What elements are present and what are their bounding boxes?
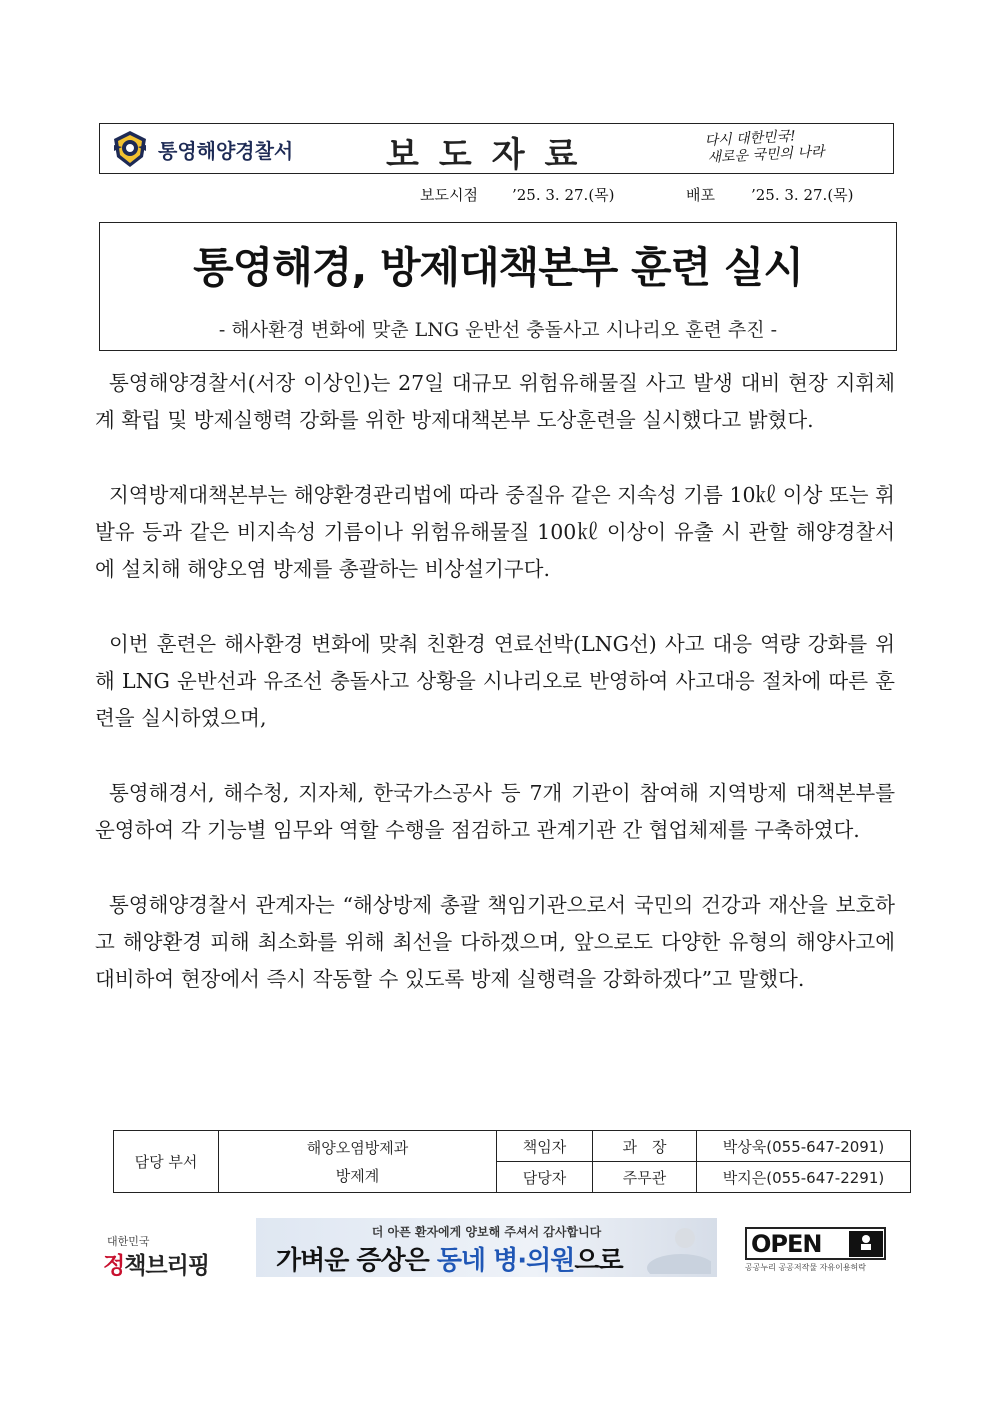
open-license-badge — [745, 1227, 886, 1276]
article-body — [95, 365, 895, 1036]
public-campaign-banner — [256, 1218, 717, 1277]
title-officer: 주무관 — [593, 1162, 697, 1193]
open-license-caption: 공공누리 공공저작물 자유이용허락 — [745, 1263, 867, 1272]
distribution-label: 배포 — [686, 186, 715, 204]
role-responsible: 책임자 — [497, 1131, 593, 1162]
contact-table — [113, 1130, 911, 1193]
banner-top-text: 더 아픈 환자에게 양보해 주셔서 감사합니다 — [371, 1225, 602, 1239]
press-release-header — [99, 123, 894, 174]
policy-briefing-logo: 대한민국 정책브리핑 — [103, 1235, 210, 1279]
slogan-line-2: 새로운 국민의 나라 — [707, 143, 825, 167]
paragraph: 통영해양경찰서(서장 이상인)는 27일 대규모 위험유해물질 사고 발생 대비 현장 지휘체계 확립 및 방제실행력 강화를 위한 방제대책본부 도상훈련을 실시했다고 밝혔다. — [95, 371, 895, 432]
department-label: 담당 부서 — [114, 1131, 219, 1193]
contact-person-2: 박지은(055-647-2291) — [697, 1162, 911, 1193]
banner-main-text: 가벼운 증상은 동네 병·의원으로 — [276, 1246, 623, 1276]
slogan-line-1: 다시 대한민국! — [704, 128, 797, 150]
title-manager: 과 장 — [593, 1131, 697, 1162]
coast-guard-emblem-icon — [110, 129, 150, 169]
paragraph: 통영해경서, 해수청, 지자체, 한국가스공사 등 7개 기관이 참여해 지역방제 대책본부를 운영하여 각 기능별 임무와 역할 수행을 점검하고 관계기관 간 협업체제를 구축하였다. — [95, 781, 895, 842]
doctor-illustration-icon — [641, 1222, 711, 1274]
contact-person-1: 박상욱(055-647-2091) — [697, 1131, 911, 1162]
department-name: 해양오염방제과 방제계 — [219, 1131, 497, 1193]
headline-title: 통영해경, 방제대책본부 훈련 실시 — [193, 243, 803, 292]
open-text: OPEN — [751, 1230, 822, 1258]
headline-subtitle: - 해사환경 변화에 맞춘 LNG 운반선 충돌사고 시나리오 훈련 추진 - — [218, 319, 778, 341]
report-time-label: 보도시점 — [420, 186, 478, 204]
organization-name: 통영해양경찰서 — [158, 139, 294, 163]
attribution-person-icon — [849, 1231, 883, 1257]
paragraph: 지역방제대책본부는 해양환경관리법에 따라 중질유 같은 지속성 기름 10㎘ 이상 또는 휘발유 등과 같은 비지속성 기름이나 위험유해물질 100㎘ 이상이 유출 시 관할 해양경찰서에 설치해 해양오염 방제를 총괄하는 비상설기구다. — [95, 483, 895, 581]
document-type-title: 보도자료 — [386, 135, 598, 175]
report-time-value: ’25. 3. 27.(목) — [512, 186, 615, 204]
government-slogan — [704, 127, 826, 167]
distribution-value: ’25. 3. 27.(목) — [751, 186, 854, 204]
paragraph: 이번 훈련은 해사환경 변화에 맞춰 친환경 연료선박(LNG선) 사고 대응 역량 강화를 위해 LNG 운반선과 유조선 충돌사고 상황을 시나리오로 반영하여 사고대응 절차에 따른 훈련을 실시하였으며, — [95, 632, 895, 730]
headline-box — [99, 222, 897, 351]
paragraph: 통영해양경찰서 관계자는 “해상방제 총괄 책임기관으로서 국민의 건강과 재산을 보호하고 해양환경 피해 최소화를 위해 최선을 다하겠으며, 앞으로도 다양한 유형의 해양사고에 대비하여 현장에서 즉시 작동할 수 있도록 방제 실행력을 강화하겠다”고 말했다. — [95, 893, 895, 991]
role-in-charge: 담당자 — [497, 1162, 593, 1193]
